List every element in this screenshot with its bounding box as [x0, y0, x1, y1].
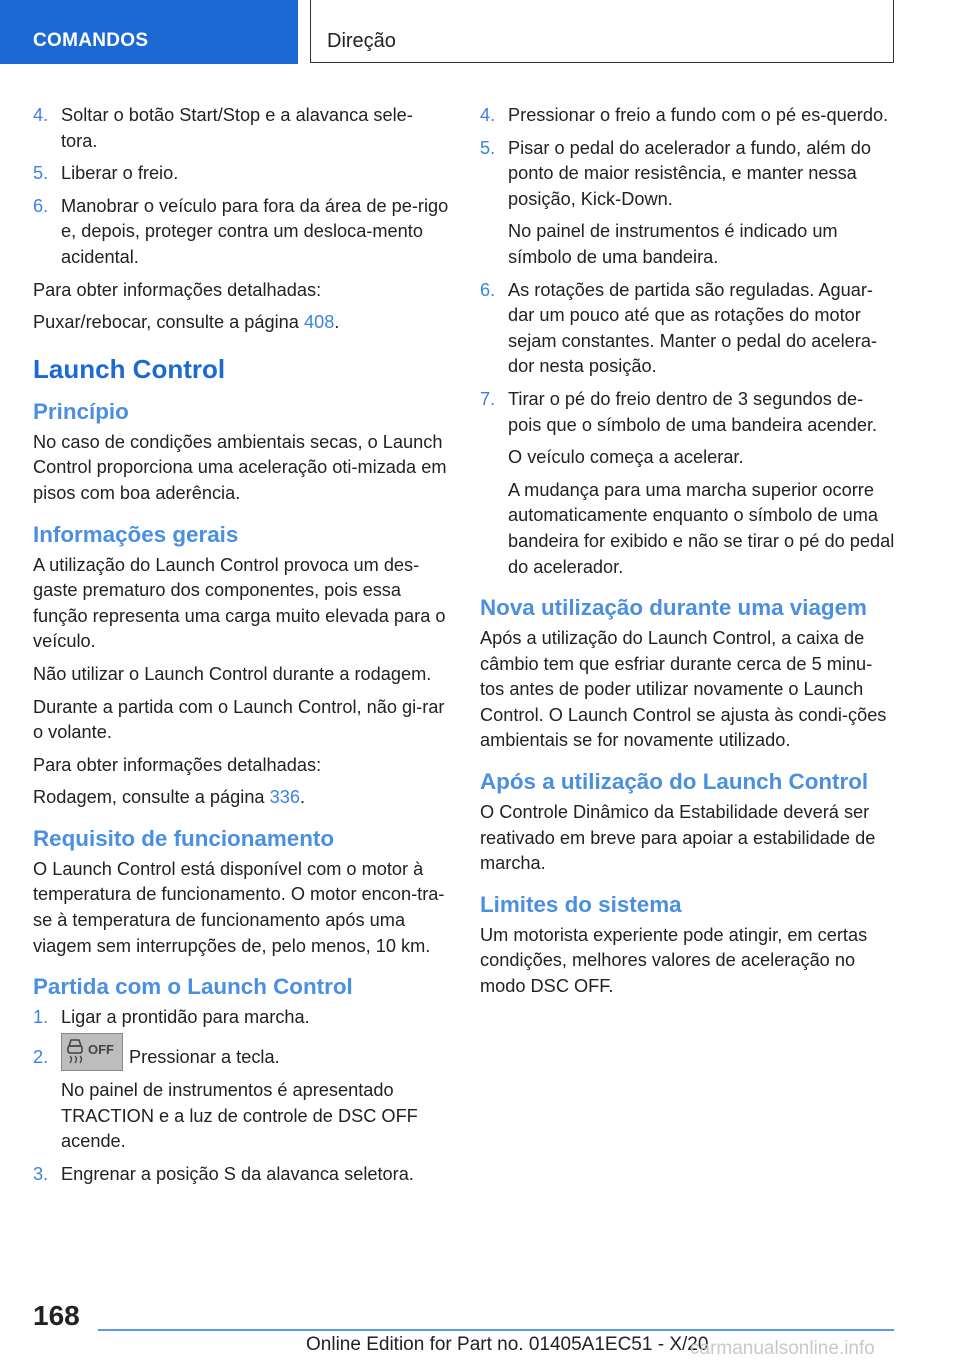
info-paragraph: Para obter informações detalhadas:	[33, 754, 322, 775]
step-2	[33, 1042, 449, 1071]
step-text: Soltar o botão Start/Stop e a alavanca sele-tora.	[61, 105, 413, 151]
step-text: Pisar o pedal do acelerador a fundo, além do ponto de maior resistência, e manter nessa posição, Kick-Down.	[508, 137, 871, 209]
step-7-note-2: A mudança para uma marcha superior ocorre automaticamente enquanto o símbolo de uma bandeira for exibido e não se tirar o pé do pedal do acelerador.	[508, 479, 895, 577]
step-text: Liberar o freio.	[61, 163, 179, 184]
heading-apos-utilizacao: Após a utilização do Launch Control	[480, 769, 869, 795]
page-number: 168	[33, 1300, 80, 1331]
step-7-note-1: O veículo começa a acelerar.	[508, 447, 744, 468]
page-reference: Rodagem, consulte a página 336.	[33, 787, 306, 808]
step-text: Engrenar a posição S da alavanca seletora.	[61, 1163, 414, 1184]
step-number: 6.	[480, 279, 496, 300]
step-number: 4.	[33, 105, 49, 125]
dsc-off-button-icon	[61, 1033, 123, 1071]
step-number: 6.	[33, 195, 49, 216]
step-number: 2.	[33, 1046, 49, 1067]
step-text: Manobrar o veículo para fora da área de pe-rigo e, depois, proteger contra um desloca-mento acidental.	[61, 195, 449, 267]
step-5	[480, 136, 896, 213]
left-column	[33, 103, 449, 1194]
chapter-header	[310, 0, 894, 63]
step-number: 4.	[480, 105, 496, 125]
step-number: 1.	[33, 1007, 49, 1028]
step-6-left	[33, 194, 449, 271]
svg-text:OFF: OFF	[88, 1042, 114, 1058]
step-4-left	[33, 103, 449, 154]
footer-divider	[98, 1329, 894, 1331]
step-text: Pressionar o freio a fundo com o pé es-querdo.	[508, 105, 889, 125]
step-text: Tirar o pé do freio dentro de 3 segundos de-pois que o símbolo de uma bandeira acender.	[508, 388, 878, 435]
step-1	[33, 1005, 449, 1031]
paragraph-info-2: Não utilizar o Launch Control durante a rodagem.	[33, 663, 432, 684]
step-number: 5.	[33, 163, 49, 184]
heading-principio: Princípio	[33, 398, 129, 424]
page-link-408[interactable]: 408	[303, 312, 335, 333]
watermark: carmanualsonline.info	[690, 1338, 875, 1359]
step-5-note: No painel de instrumentos é indicado um símbolo de uma bandeira.	[508, 221, 838, 267]
paragraph-apos-utilizacao: O Controle Dinâmico da Estabilidade deverá ser reativado em breve para apoiar a estabilidade de marcha.	[480, 802, 876, 874]
step-text: Pressionar a tecla.	[129, 1046, 280, 1067]
paragraph-nova-utilizacao: Após a utilização do Launch Control, a caixa de câmbio tem que esfriar durante cerca de 5 minu-tos antes de poder utilizar novamente o Launch Control. O Launch Control se ajusta às condi-ções ambientais se for novamente utilizado.	[480, 628, 887, 751]
step-3	[33, 1162, 449, 1188]
heading-launch-control: Launch Control	[33, 353, 226, 384]
step-number: 7.	[480, 388, 496, 409]
heading-nova-utilizacao: Nova utilização durante uma viagem	[480, 595, 867, 621]
heading-informacoes-gerais: Informações gerais	[33, 521, 239, 547]
paragraph-info-1: A utilização do Launch Control provoca um des-gaste prematuro dos componentes, pois essa função representa uma carga muito elevada para o veículo.	[33, 554, 446, 652]
step-7	[480, 387, 896, 438]
heading-partida: Partida com o Launch Control	[33, 974, 353, 1000]
heading-requisito: Requisito de funcionamento	[33, 825, 335, 851]
step-4	[480, 103, 896, 129]
step-6	[480, 278, 896, 380]
paragraph-info-3: Durante a partida com o Launch Control, não gi-rar o volante.	[33, 696, 445, 743]
step-text: As rotações de partida são reguladas. Aguar-dar um pouco até que as rotações do motor sejam constantes. Manter o pedal do acelera-dor nesta posição.	[508, 279, 878, 377]
step-text: Ligar a prontidão para marcha.	[61, 1007, 310, 1028]
section-tab	[0, 0, 298, 64]
right-column	[480, 103, 896, 1007]
paragraph-requisito: O Launch Control está disponível com o motor à temperatura de funcionamento. O motor encon-tra-se à temperatura de funcionamento após uma viagem sem interrupções de, pelo menos, 10 km.	[33, 858, 445, 956]
footer-edition: Online Edition for Part no. 01405A1EC51 - X/20	[306, 1334, 709, 1355]
page-link-336[interactable]: 336	[269, 787, 300, 808]
paragraph-principio: No caso de condições ambientais secas, o Launch Control proporciona uma aceleração oti-mizada em pisos com boa aderência.	[33, 431, 447, 503]
chapter-title: Direção	[327, 30, 396, 52]
step-5-left	[33, 161, 449, 187]
step-number: 3.	[33, 1163, 49, 1184]
paragraph-limites: Um motorista experiente pode atingir, em certas condições, melhores valores de aceleração no modo DSC OFF.	[480, 924, 868, 997]
page-reference: Puxar/rebocar, consulte a página 408.	[33, 312, 340, 333]
info-paragraph: Para obter informações detalhadas:	[33, 279, 322, 300]
heading-limites: Limites do sistema	[480, 891, 682, 917]
section-title: COMANDOS	[33, 30, 149, 51]
step-2-note: No painel de instrumentos é apresentado TRACTION e a luz de controle de DSC OFF acende.	[61, 1080, 418, 1152]
step-number: 5.	[480, 137, 496, 158]
